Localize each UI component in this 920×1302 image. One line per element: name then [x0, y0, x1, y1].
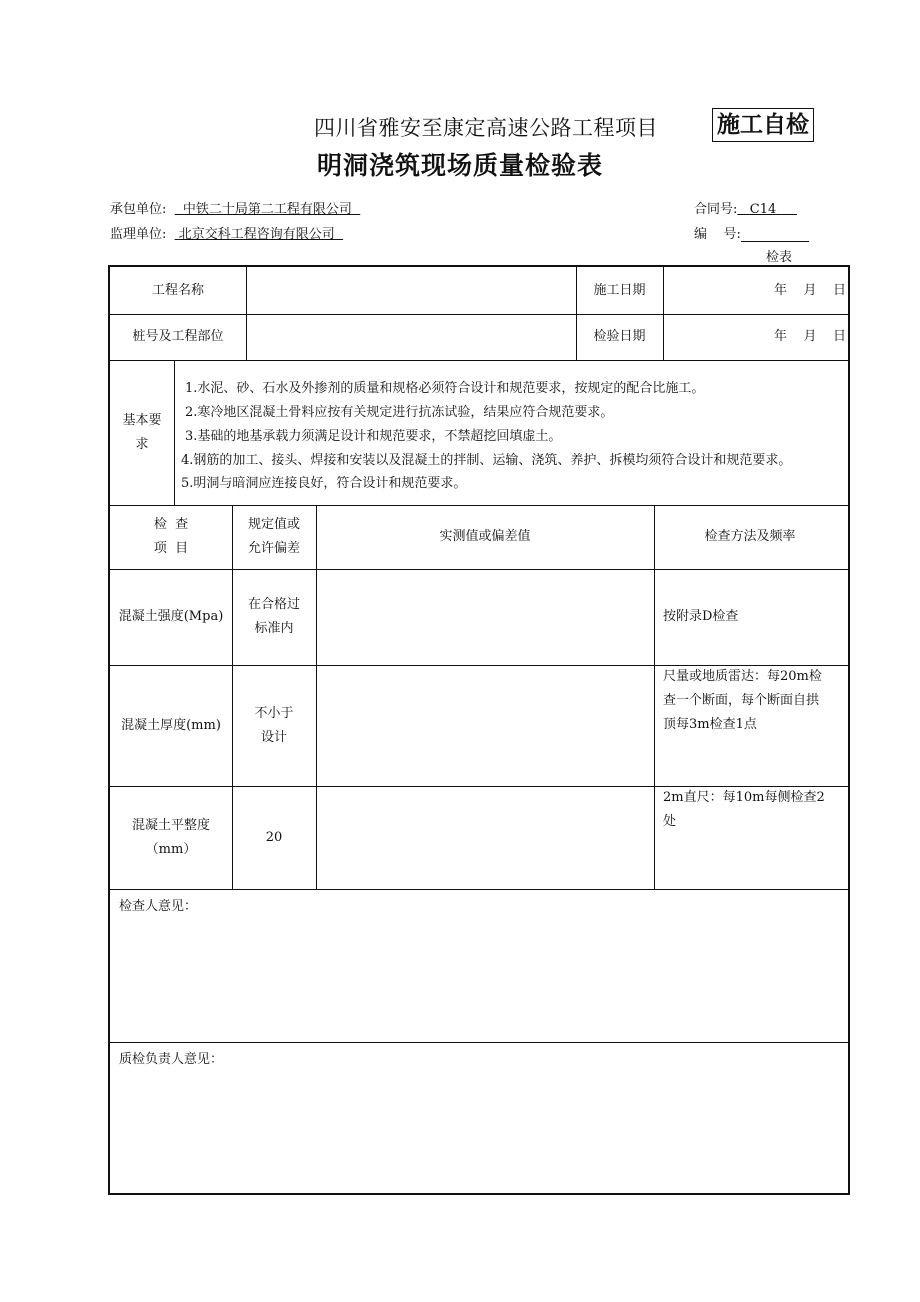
form-tag: 检表 — [766, 250, 793, 265]
row-method-thickness: 尺量或地质雷达：每20m检 查一个断面，每个断面自拱 顶每3m检查1点 — [663, 669, 822, 732]
supervisor-line — [110, 223, 343, 242]
requirement-item: 3.基础的地基承载力须满足设计和规范要求，不禁超挖回填虚土。 — [185, 429, 562, 444]
contractor-label: 承包单位: — [110, 202, 167, 217]
row-spec-flatness: 20 — [265, 829, 283, 845]
header-spec: 规定值或 允许偏差 — [247, 517, 300, 556]
inspection-date-field: 年 月 日 — [773, 329, 846, 344]
header-method: 检查方法及频率 — [704, 529, 796, 544]
supervisor-value: 北京交科工程咨询有限公司 — [178, 227, 335, 242]
construction-date-field: 年 月 日 — [773, 282, 846, 298]
contract-value: C14 — [749, 202, 777, 217]
row-item-strength: 混凝土强度(Mpa) — [118, 609, 224, 624]
inspector-opinion-label: 检查人意见： — [119, 899, 198, 914]
requirement-item: 5.明洞与暗洞应连接良好，符合设计和规范要求。 — [181, 476, 467, 491]
construction-date-label: 施工日期 — [593, 282, 646, 298]
inspection-form — [108, 265, 850, 1195]
requirements-label: 基本要 求 — [122, 412, 162, 452]
requirement-item: 1.水泥、砂、石水及外掺剂的质量和规格必须符合设计和规范要求，按规定的配合比施工。 — [185, 381, 705, 396]
row-method-flatness: 2m直尺：每10m每侧检查2 处 — [663, 790, 825, 829]
row-spec-strength: 在合格过 标准内 — [247, 597, 300, 636]
row-measured-flatness — [316, 786, 654, 889]
header-check-item: 检 查 项 目 — [153, 517, 189, 556]
requirement-item: 4.钢筋的加工、接头、焊接和安装以及混凝土的拌制、运输、浇筑、养护、拆模均须符合设计和规范要求。 — [181, 453, 792, 468]
serial-number-line — [694, 223, 809, 242]
serial-value — [741, 227, 809, 242]
contractor-line — [110, 198, 360, 217]
header-measured: 实测值或偏差值 — [439, 529, 531, 544]
contractor-value: 中铁二十局第二工程有限公司 — [182, 202, 352, 217]
supervisor-label: 监理单位: — [110, 227, 167, 242]
row-spec-thickness: 不小于 设计 — [254, 705, 294, 745]
row-measured-strength — [316, 569, 654, 665]
requirement-item: 2.寒冷地区混凝土骨料应按有关规定进行抗冻试验，结果应符合规范要求。 — [185, 405, 614, 420]
project-name-field — [247, 267, 576, 314]
form-title: 明洞浇筑现场质量检验表 — [316, 151, 603, 180]
station-label: 桩号及工程部位 — [132, 329, 224, 344]
station-field — [247, 314, 576, 360]
self-inspection-stamp: 施工自检 — [712, 108, 814, 142]
contract-number-line — [694, 198, 797, 217]
row-method-strength: 按附录D检查 — [663, 609, 739, 624]
row-item-thickness: 混凝土厚度(mm) — [121, 717, 221, 733]
project-name: 四川省雅安至康定高速公路工程项目 — [314, 116, 658, 140]
serial-label: 编 号: — [694, 227, 741, 242]
qc-head-opinion-label: 质检负责人意见： — [119, 1052, 224, 1067]
row-item-flatness: 混凝土平整度 （mm） — [131, 817, 210, 857]
project-name-label: 工程名称 — [151, 282, 204, 298]
row-measured-thickness — [316, 665, 654, 786]
contract-label: 合同号: — [694, 202, 738, 217]
inspection-date-label: 检验日期 — [593, 329, 646, 344]
